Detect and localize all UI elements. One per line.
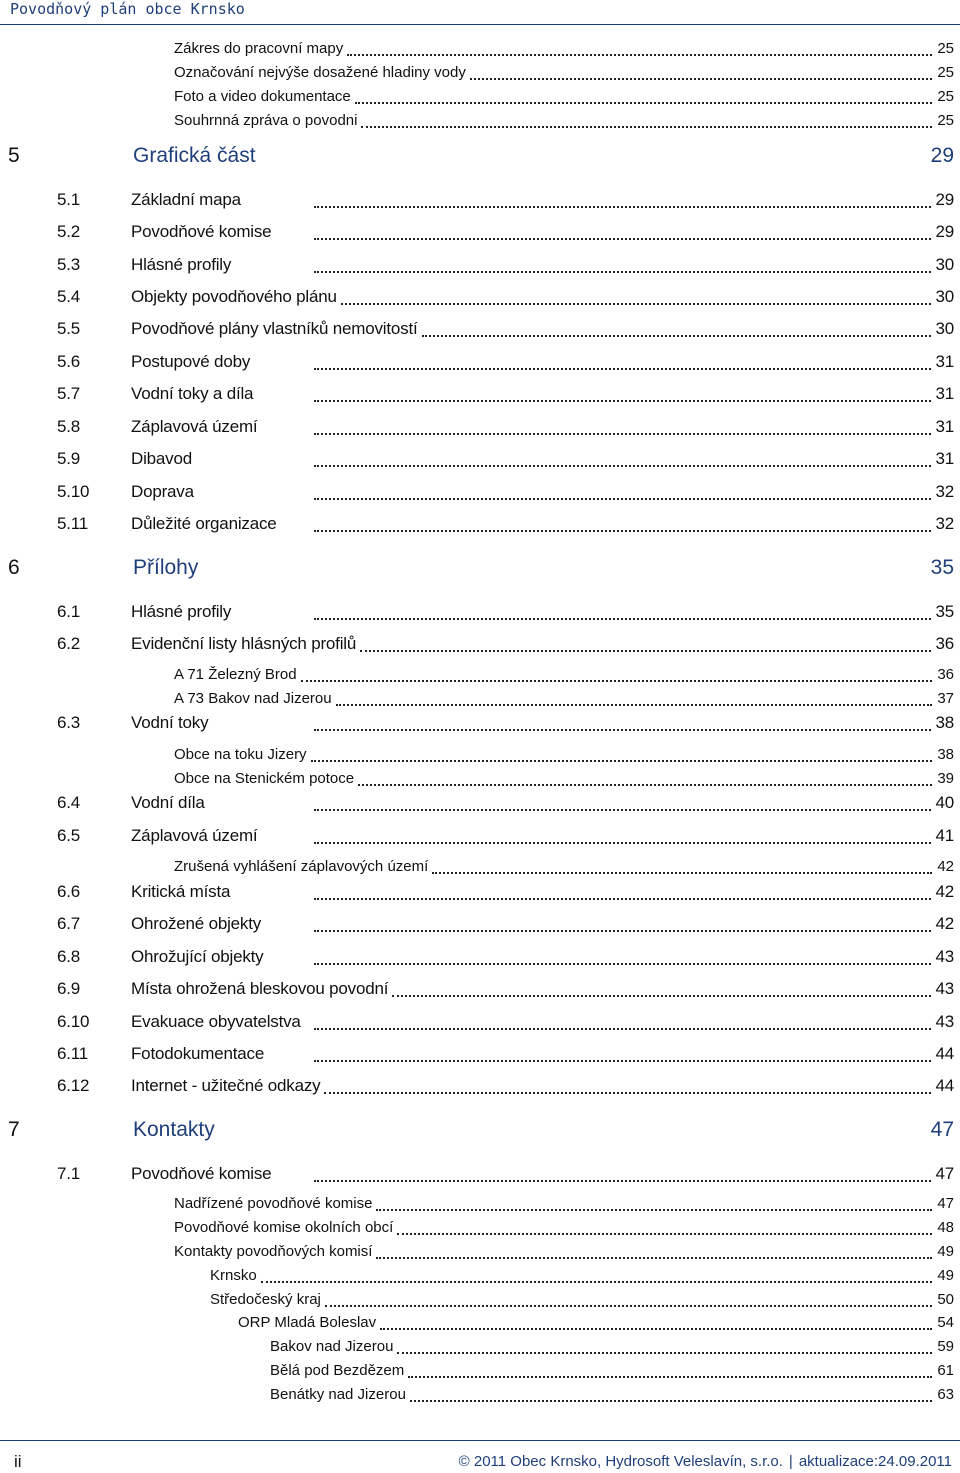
section-number: 6.5 xyxy=(57,826,81,845)
toc-entry[interactable] xyxy=(57,1012,954,1034)
entry-title: Nadřízené povodňové komise xyxy=(174,1195,373,1212)
toc-entry[interactable] xyxy=(174,770,954,790)
toc-entry[interactable] xyxy=(57,319,954,341)
page-ref: 25 xyxy=(937,40,954,57)
copyright-text: © 2011 Obec Krnsko, Hydrosoft Veleslavín, s.r.o. xyxy=(458,1453,783,1470)
section-number: 7 xyxy=(8,1118,20,1141)
page-ref: 61 xyxy=(937,1362,954,1379)
page-ref: 41 xyxy=(935,826,954,845)
dot-leader xyxy=(314,618,931,620)
page-ref: 32 xyxy=(935,514,954,533)
toc-chapter[interactable] xyxy=(8,556,954,584)
toc-entry[interactable] xyxy=(174,64,954,84)
dot-leader xyxy=(314,206,931,208)
dot-leader xyxy=(314,368,931,370)
toc-entry[interactable] xyxy=(210,1291,954,1311)
page-ref: 37 xyxy=(937,690,954,707)
dot-leader xyxy=(325,1305,932,1307)
entry-title: Označování nejvýše dosažené hladiny vody xyxy=(174,64,466,81)
dot-leader xyxy=(314,433,931,435)
toc-entry[interactable] xyxy=(174,1195,954,1215)
entry-title: Bakov nad Jizerou xyxy=(270,1338,394,1355)
toc-entry[interactable] xyxy=(174,666,954,686)
page-ref: 31 xyxy=(935,352,954,371)
page-ref: 25 xyxy=(937,112,954,129)
toc-entry[interactable] xyxy=(174,1219,954,1239)
dot-leader xyxy=(361,126,932,128)
entry-title: ORP Mladá Boleslav xyxy=(238,1314,377,1331)
entry-title: Objekty povodňového plánu xyxy=(131,287,337,306)
toc-entry[interactable] xyxy=(57,255,954,277)
page-ref: 31 xyxy=(935,384,954,403)
section-number: 7.1 xyxy=(57,1164,81,1183)
update-date: aktualizace:24.09.2011 xyxy=(798,1453,952,1470)
toc-entry[interactable] xyxy=(174,40,954,60)
toc-entry[interactable] xyxy=(57,1076,954,1098)
page-ref: 38 xyxy=(935,713,954,732)
toc-entry[interactable] xyxy=(57,482,954,504)
toc-entry[interactable] xyxy=(57,947,954,969)
page-ref: 38 xyxy=(937,746,954,763)
dot-leader xyxy=(422,335,932,337)
page-ref: 40 xyxy=(935,793,954,812)
entry-title: Důležité organizace xyxy=(131,514,277,533)
section-number: 5.9 xyxy=(57,449,81,468)
dot-leader xyxy=(470,78,932,80)
entry-title: Kontakty xyxy=(133,1118,215,1141)
footer-divider xyxy=(0,1440,960,1441)
entry-title: Doprava xyxy=(131,482,194,501)
page-ref: 49 xyxy=(937,1267,954,1284)
page-ref: 44 xyxy=(935,1044,954,1063)
toc-entry[interactable] xyxy=(174,112,954,132)
section-number: 5.1 xyxy=(57,190,81,209)
section-number: 5.4 xyxy=(57,287,81,306)
entry-title: Bělá pod Bezdězem xyxy=(270,1362,405,1379)
toc-entry[interactable] xyxy=(174,858,954,878)
dot-leader xyxy=(376,1257,932,1259)
entry-title: Zákres do pracovní mapy xyxy=(174,40,344,57)
dot-leader xyxy=(314,498,931,500)
entry-title: Vodní toky a díla xyxy=(131,384,254,403)
entry-title: Grafická část xyxy=(133,144,256,167)
page-ref: 30 xyxy=(935,319,954,338)
entry-title: Místa ohrožená bleskovou povodní xyxy=(131,979,389,998)
toc-entry[interactable] xyxy=(57,1044,954,1066)
page-ref: 29 xyxy=(935,190,954,209)
entry-title: Středočeský kraj xyxy=(210,1291,321,1308)
page-ref: 31 xyxy=(935,449,954,468)
dot-leader xyxy=(410,1400,932,1402)
page-number: ii xyxy=(14,1452,22,1471)
dot-leader xyxy=(397,1352,932,1354)
dot-leader xyxy=(314,238,931,240)
page-ref: 43 xyxy=(935,979,954,998)
toc-entry[interactable] xyxy=(57,914,954,936)
dot-leader xyxy=(380,1328,932,1330)
entry-title: Povodňové komise xyxy=(131,222,272,241)
section-number: 5.6 xyxy=(57,352,81,371)
page-ref: 48 xyxy=(937,1219,954,1236)
section-number: 6.1 xyxy=(57,602,81,621)
toc-entry[interactable] xyxy=(57,793,954,815)
toc-entry[interactable] xyxy=(57,634,954,656)
toc-entry[interactable] xyxy=(270,1338,954,1358)
page-ref: 36 xyxy=(937,666,954,683)
page-ref: 25 xyxy=(937,88,954,105)
page-ref: 47 xyxy=(930,1118,954,1141)
dot-leader xyxy=(301,680,932,682)
entry-title: Povodňové komise okolních obcí xyxy=(174,1219,394,1236)
dot-leader xyxy=(314,271,931,273)
toc-entry[interactable] xyxy=(57,514,954,536)
page-ref: 54 xyxy=(937,1314,954,1331)
toc-entry[interactable] xyxy=(270,1386,954,1406)
section-number: 5.10 xyxy=(57,482,90,501)
toc-entry[interactable] xyxy=(57,449,954,471)
dot-leader xyxy=(314,809,931,811)
toc-entry[interactable] xyxy=(57,222,954,244)
toc-entry[interactable] xyxy=(57,713,954,735)
entry-title: Benátky nad Jizerou xyxy=(270,1386,406,1403)
dot-leader xyxy=(358,784,932,786)
dot-leader xyxy=(314,729,931,731)
toc-chapter[interactable] xyxy=(8,144,954,172)
entry-title: Ohrožující objekty xyxy=(131,947,264,966)
entry-title: Fotodokumentace xyxy=(131,1044,265,1063)
toc-entry[interactable] xyxy=(57,826,954,848)
page-ref: 30 xyxy=(935,287,954,306)
section-number: 6.8 xyxy=(57,947,81,966)
dot-leader xyxy=(397,1233,932,1235)
entry-title: Postupové doby xyxy=(131,352,251,371)
entry-title: Hlásné profily xyxy=(131,255,232,274)
entry-title: Krnsko xyxy=(210,1267,257,1284)
toc-entry[interactable] xyxy=(57,1164,954,1186)
toc-entry[interactable] xyxy=(57,190,954,212)
page-ref: 49 xyxy=(937,1243,954,1260)
entry-title: Hlásné profily xyxy=(131,602,232,621)
page-ref: 35 xyxy=(935,602,954,621)
dot-leader xyxy=(314,1028,931,1030)
section-number: 6.11 xyxy=(57,1044,89,1063)
section-number: 6.4 xyxy=(57,793,81,812)
section-number: 6.3 xyxy=(57,713,81,732)
entry-title: Přílohy xyxy=(133,556,199,579)
dot-leader xyxy=(432,872,932,874)
page-ref: 63 xyxy=(937,1386,954,1403)
toc-entry[interactable] xyxy=(174,1243,954,1263)
entry-title: Zrušená vyhlášení záplavových území xyxy=(174,858,429,875)
toc-entry[interactable] xyxy=(174,690,954,710)
entry-title: A 73 Bakov nad Jizerou xyxy=(174,690,332,707)
dot-leader xyxy=(314,842,931,844)
entry-title: Obce na toku Jizery xyxy=(174,746,307,763)
toc-entry[interactable] xyxy=(174,88,954,108)
footer-separator: | xyxy=(788,1453,793,1470)
dot-leader xyxy=(314,898,931,900)
section-number: 5 xyxy=(8,144,20,167)
page-ref: 30 xyxy=(935,255,954,274)
toc-entry[interactable] xyxy=(174,746,954,766)
dot-leader xyxy=(360,650,931,652)
footer-credit xyxy=(459,1453,952,1470)
entry-title: Záplavová území xyxy=(131,417,258,436)
entry-title: Evakuace obyvatelstva xyxy=(131,1012,301,1031)
page-ref: 29 xyxy=(930,144,954,167)
section-number: 5.7 xyxy=(57,384,81,403)
entry-title: Vodní toky xyxy=(131,713,209,732)
dot-leader xyxy=(314,1180,931,1182)
entry-title: Kritická místa xyxy=(131,882,231,901)
dot-leader xyxy=(261,1281,932,1283)
entry-title: Foto a video dokumentace xyxy=(174,88,351,105)
section-number: 6.10 xyxy=(57,1012,90,1031)
toc-entry[interactable] xyxy=(238,1314,954,1334)
page-ref: 25 xyxy=(937,64,954,81)
toc-entry[interactable] xyxy=(57,287,954,309)
dot-leader xyxy=(314,465,931,467)
section-number: 6.9 xyxy=(57,979,81,998)
toc-entry[interactable] xyxy=(57,352,954,374)
entry-title: Dibavod xyxy=(131,449,192,468)
dot-leader xyxy=(314,1060,931,1062)
entry-title: Evidenční listy hlásných profilů xyxy=(131,634,357,653)
page-ref: 47 xyxy=(935,1164,954,1183)
entry-title: Kontakty povodňových komisí xyxy=(174,1243,373,1260)
dot-leader xyxy=(314,530,931,532)
dot-leader xyxy=(336,704,932,706)
toc-chapter[interactable] xyxy=(8,1118,954,1146)
dot-leader xyxy=(408,1376,932,1378)
dot-leader xyxy=(314,400,931,402)
dot-leader xyxy=(347,54,932,56)
section-number: 6 xyxy=(8,556,20,579)
section-number: 6.12 xyxy=(57,1076,90,1095)
toc-entry[interactable] xyxy=(270,1362,954,1382)
page-ref: 35 xyxy=(930,556,954,579)
page-ref: 43 xyxy=(935,947,954,966)
page-ref: 42 xyxy=(935,914,954,933)
dot-leader xyxy=(376,1209,932,1211)
entry-title: Povodňové plány vlastníků nemovitostí xyxy=(131,319,418,338)
dot-leader xyxy=(355,102,932,104)
entry-title: Souhrnná zpráva o povodni xyxy=(174,112,358,129)
section-number: 5.8 xyxy=(57,417,81,436)
section-number: 5.2 xyxy=(57,222,81,241)
entry-title: Základní mapa xyxy=(131,190,241,209)
entry-title: Internet - užitečné odkazy xyxy=(131,1076,321,1095)
page-ref: 50 xyxy=(937,1291,954,1308)
section-number: 6.2 xyxy=(57,634,81,653)
document-title: Povodňový plán obce Krnsko xyxy=(10,0,245,18)
section-number: 6.6 xyxy=(57,882,81,901)
entry-title: Obce na Stenickém potoce xyxy=(174,770,355,787)
page-ref: 42 xyxy=(935,882,954,901)
entry-title: Povodňové komise xyxy=(131,1164,272,1183)
page-ref: 43 xyxy=(935,1012,954,1031)
page-ref: 59 xyxy=(937,1338,954,1355)
entry-title: Vodní díla xyxy=(131,793,205,812)
page-ref: 29 xyxy=(935,222,954,241)
dot-leader xyxy=(392,995,931,997)
section-number: 5.5 xyxy=(57,319,81,338)
page-ref: 36 xyxy=(935,634,954,653)
toc-entry[interactable] xyxy=(57,417,954,439)
page-ref: 44 xyxy=(935,1076,954,1095)
dot-leader xyxy=(341,303,932,305)
toc-entry[interactable] xyxy=(57,882,954,904)
toc-entry[interactable] xyxy=(210,1267,954,1287)
page-ref: 47 xyxy=(937,1195,954,1212)
toc-entry[interactable] xyxy=(57,384,954,406)
page-ref: 39 xyxy=(937,770,954,787)
section-number: 5.11 xyxy=(57,514,89,533)
page-ref: 32 xyxy=(935,482,954,501)
entry-title: A 71 Železný Brod xyxy=(174,666,297,683)
section-number: 6.7 xyxy=(57,914,81,933)
entry-title: Ohrožené objekty xyxy=(131,914,262,933)
dot-leader xyxy=(324,1092,931,1094)
dot-leader xyxy=(314,930,931,932)
dot-leader xyxy=(314,963,931,965)
toc-entry[interactable] xyxy=(57,602,954,624)
page-ref: 42 xyxy=(937,858,954,875)
page-ref: 31 xyxy=(935,417,954,436)
section-number: 5.3 xyxy=(57,255,81,274)
dot-leader xyxy=(311,760,932,762)
entry-title: Záplavová území xyxy=(131,826,258,845)
toc-entry[interactable] xyxy=(57,979,954,1001)
